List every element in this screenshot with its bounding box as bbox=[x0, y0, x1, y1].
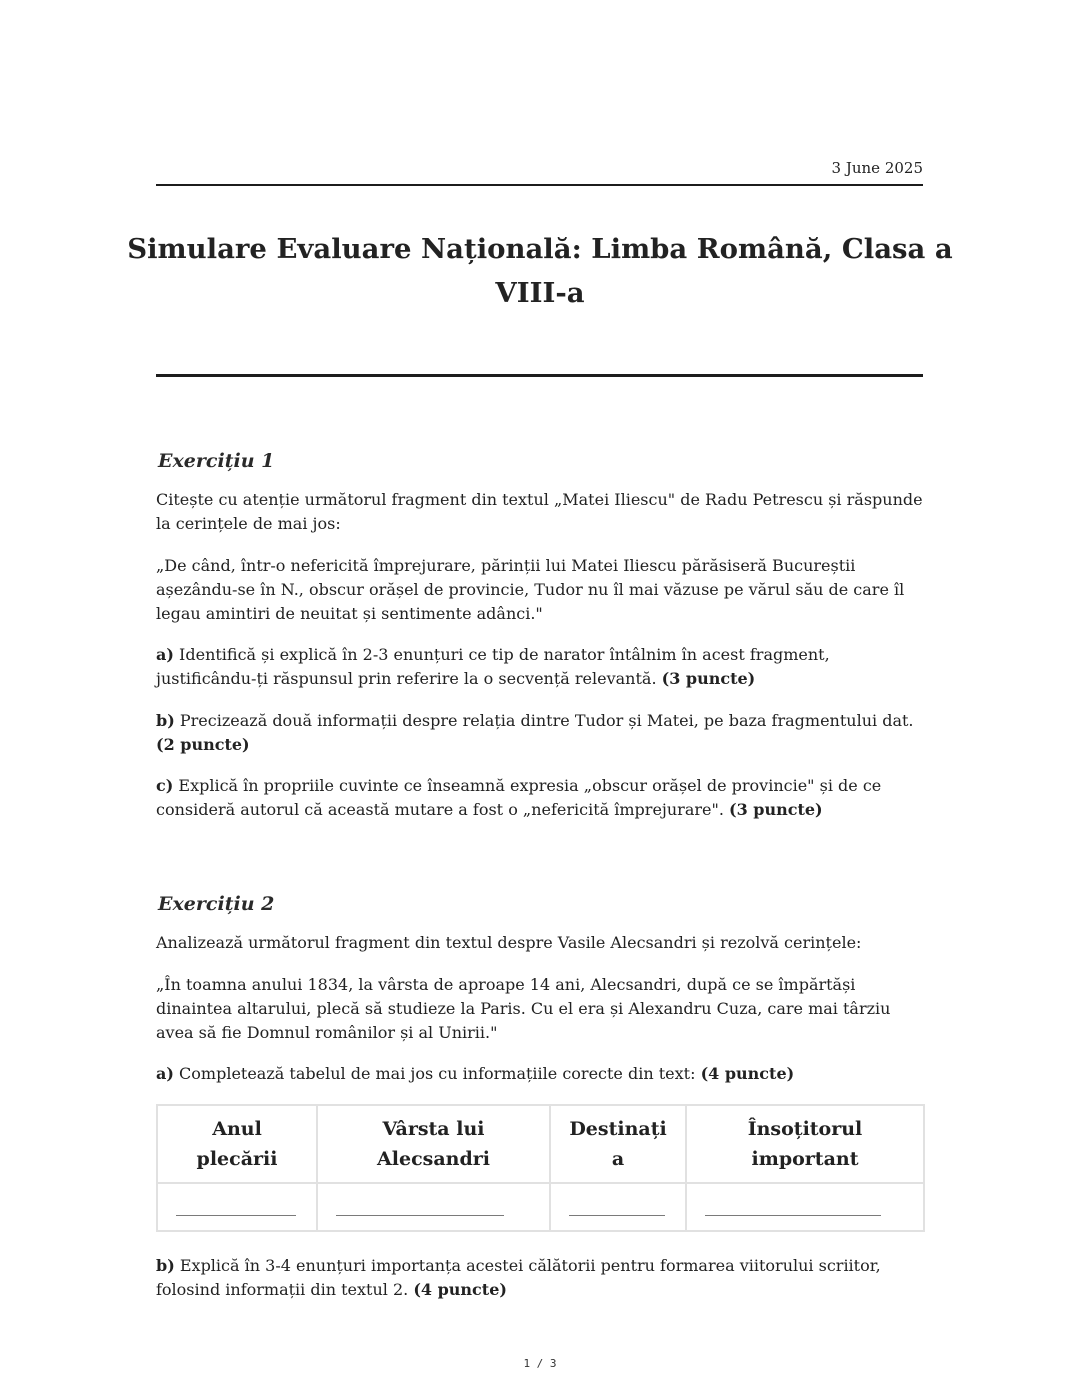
task-b bbox=[156, 1254, 923, 1302]
header-line: Anul bbox=[212, 1117, 262, 1140]
task-points: (4 puncte) bbox=[413, 1279, 507, 1299]
header-line: Însoțitorul bbox=[747, 1117, 863, 1140]
task-text: Explică în propriile cuvinte ce înseamnă expresia „obscur orășel de provincie" și de ce consideră autorul că această mutare a fost o „nefericită împrejurare". bbox=[156, 776, 882, 819]
table-header-row bbox=[157, 1105, 924, 1183]
document-date: 3 June 2025 bbox=[831, 159, 923, 177]
exercise-heading: Exercițiu 2 bbox=[158, 893, 275, 915]
task-label: a) bbox=[156, 1064, 174, 1083]
title-divider bbox=[156, 374, 923, 377]
exercise-heading: Exercițiu 1 bbox=[158, 450, 275, 472]
task-label: b) bbox=[156, 1255, 175, 1275]
task-a bbox=[156, 643, 923, 691]
exercise-quote: „În toamna anului 1834, la vârsta de aproape 14 ani, Alecsandri, după ce se împărtăși dinaintea altarului, plecă să studieze la Paris. Cu el era și Alexandru Cuza, care mai târziu avea să fie Domnul românilor și al Unirii." bbox=[156, 974, 891, 1042]
task-b bbox=[156, 709, 923, 757]
answer-blank-destination: ____________ bbox=[550, 1183, 686, 1231]
task-label: b) bbox=[156, 710, 175, 730]
task-points: (2 puncte) bbox=[156, 734, 250, 754]
answer-table bbox=[156, 1104, 925, 1232]
exercise-1 bbox=[156, 447, 923, 840]
exercise-quote: „De când, într-o nefericită împrejurare, părinții lui Matei Iliescu părăsiseră Bucureștii așezându-se în N., obscur orășel de provincie, Tudor nu îl mai văzuse pe vărul său de care îl legau amintiri de neuitat și sentimente adânci." bbox=[156, 555, 905, 623]
exercise-intro: Analizează următorul fragment din textul despre Vasile Alecsandri și rezolvă cerințele: bbox=[156, 933, 862, 952]
answer-blank-year: _______________ bbox=[157, 1183, 317, 1231]
answer-blank-age: _____________________ bbox=[317, 1183, 550, 1231]
task-text: Completează tabelul de mai jos cu informațiile corecte din text: bbox=[179, 1064, 696, 1083]
task-points: (3 puncte) bbox=[661, 669, 756, 688]
task-text: Precizează două informații despre relația dintre Tudor și Matei, pe baza fragmentului dat. bbox=[179, 710, 914, 730]
page-indicator: 1 / 3 bbox=[523, 1357, 557, 1370]
header-destination bbox=[550, 1105, 686, 1183]
task-points: (4 puncte) bbox=[700, 1064, 795, 1083]
task-label: c) bbox=[156, 776, 174, 795]
answer-blank-companion: ______________________ bbox=[686, 1183, 924, 1231]
header-line: a bbox=[611, 1147, 625, 1170]
header-line: Alecsandri bbox=[377, 1147, 490, 1170]
header-line: Destinați bbox=[569, 1117, 667, 1140]
task-c bbox=[156, 774, 923, 822]
task-a bbox=[156, 1062, 923, 1086]
task-text: Explică în 3-4 enunțuri importanța acestei călătorii pentru formarea viitorului scriitor, folosind informații din textul 2. bbox=[156, 1255, 881, 1299]
exercise-2 bbox=[156, 890, 923, 1319]
header-alecsandri-age bbox=[317, 1105, 550, 1183]
header-departure-year bbox=[157, 1105, 317, 1183]
task-points: (3 puncte) bbox=[729, 800, 823, 819]
table-row bbox=[157, 1183, 924, 1231]
header-companion bbox=[686, 1105, 924, 1183]
exercise-intro: Citește cu atenție următorul fragment din textul „Matei Iliescu" de Radu Petrescu și răspunde la cerințele de mai jos: bbox=[156, 490, 923, 533]
header-line: Vârsta lui bbox=[382, 1117, 485, 1140]
header-divider bbox=[156, 184, 923, 186]
task-text: Identifică și explică în 2-3 enunțuri ce tip de narator întâlnim în acest fragment, justificându-ți răspunsul prin referire la o secvență relevantă. bbox=[156, 645, 830, 688]
page-title: Simulare Evaluare Națională: Limba Română, Clasa a VIII-a bbox=[127, 233, 953, 309]
header-line: plecării bbox=[196, 1147, 278, 1170]
task-label: a) bbox=[156, 645, 174, 664]
header-line: important bbox=[751, 1147, 859, 1170]
